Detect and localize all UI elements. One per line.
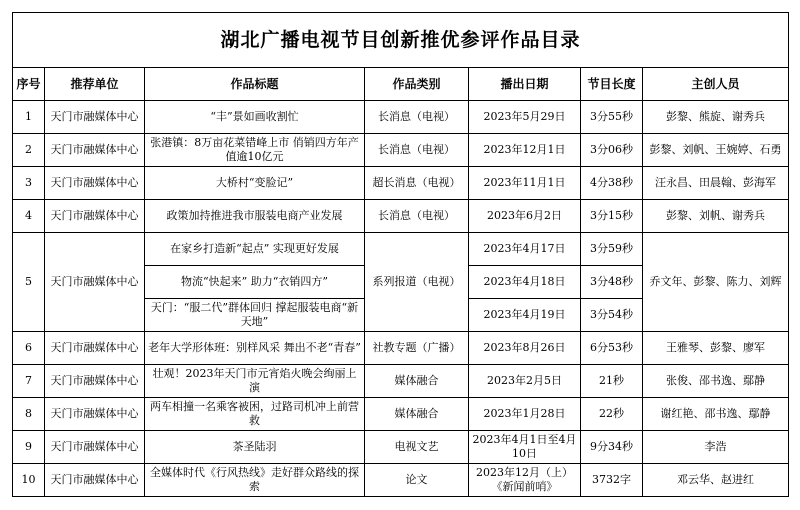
table-row [13, 233, 789, 266]
cell-title: 张港镇：8万亩花菜错峰上市 俏销四方年产值逾10亿元 [145, 134, 365, 167]
cell-title: 老年大学形体班：别样风采 舞出不老“青春” [145, 332, 365, 365]
table-row [13, 167, 789, 200]
table-row [13, 464, 789, 497]
cell-date: 2023年8月26日 [469, 332, 581, 365]
header-category: 作品类别 [365, 68, 469, 101]
cell-date: 2023年4月18日 [469, 266, 581, 299]
cell-creators: 谢红艳、邵书逸、鄢静 [643, 398, 789, 431]
cell-unit: 天门市融媒体中心 [45, 101, 145, 134]
cell-no: 6 [13, 332, 45, 365]
cell-title: “丰”景如画收割忙 [145, 101, 365, 134]
cell-title: 壮观！2023年天门市元宵焰火晚会绚丽上演 [145, 365, 365, 398]
cell-creators: 彭黎、熊旋、谢秀兵 [643, 101, 789, 134]
header-title: 作品标题 [145, 68, 365, 101]
cell-length: 3分06秒 [581, 134, 643, 167]
cell-date: 2023年11月1日 [469, 167, 581, 200]
cell-category: 电视文艺 [365, 431, 469, 464]
cell-length: 3732字 [581, 464, 643, 497]
cell-unit: 天门市融媒体中心 [45, 233, 145, 332]
cell-unit: 天门市融媒体中心 [45, 398, 145, 431]
cell-title: 大桥村“变脸记” [145, 167, 365, 200]
cell-no: 10 [13, 464, 45, 497]
table-row [13, 200, 789, 233]
cell-date: 2023年5月29日 [469, 101, 581, 134]
cell-unit: 天门市融媒体中心 [45, 167, 145, 200]
cell-unit: 天门市融媒体中心 [45, 365, 145, 398]
cell-category: 长消息（电视） [365, 134, 469, 167]
cell-no: 7 [13, 365, 45, 398]
cell-unit: 天门市融媒体中心 [45, 200, 145, 233]
cell-length: 21秒 [581, 365, 643, 398]
cell-no: 9 [13, 431, 45, 464]
table-row [13, 365, 789, 398]
cell-length: 4分38秒 [581, 167, 643, 200]
cell-category: 系列报道（电视） [365, 233, 469, 332]
cell-date: 2023年12月（上）《新闻前哨》 [469, 464, 581, 497]
cell-creators: 李浩 [643, 431, 789, 464]
cell-date: 2023年2月5日 [469, 365, 581, 398]
cell-length: 3分59秒 [581, 233, 643, 266]
cell-date: 2023年4月17日 [469, 233, 581, 266]
table-row [13, 398, 789, 431]
cell-creators: 张俊、邵书逸、鄢静 [643, 365, 789, 398]
cell-no: 8 [13, 398, 45, 431]
cell-no: 2 [13, 134, 45, 167]
cell-no: 1 [13, 101, 45, 134]
cell-title: 全媒体时代《行风热线》走好群众路线的探索 [145, 464, 365, 497]
cell-creators: 王雅琴、彭黎、廖军 [643, 332, 789, 365]
cell-creators: 邓云华、赵进红 [643, 464, 789, 497]
cell-no: 4 [13, 200, 45, 233]
cell-length: 22秒 [581, 398, 643, 431]
header-date: 播出日期 [469, 68, 581, 101]
cell-category: 社教专题（广播） [365, 332, 469, 365]
cell-title: 物流“快起来” 助力“衣销四方” [145, 266, 365, 299]
cell-category: 论文 [365, 464, 469, 497]
cell-category: 长消息（电视） [365, 101, 469, 134]
cell-creators: 彭黎、刘帆、王婉婷、石勇 [643, 134, 789, 167]
cell-unit: 天门市融媒体中心 [45, 431, 145, 464]
header-row [13, 68, 789, 101]
cell-creators: 彭黎、刘帆、谢秀兵 [643, 200, 789, 233]
cell-creators: 汪永昌、田晨翰、彭海军 [643, 167, 789, 200]
cell-creators: 乔文年、彭黎、陈力、刘辉 [643, 233, 789, 332]
cell-length: 3分15秒 [581, 200, 643, 233]
cell-category: 媒体融合 [365, 398, 469, 431]
table-row [13, 431, 789, 464]
cell-length: 3分55秒 [581, 101, 643, 134]
cell-category: 长消息（电视） [365, 200, 469, 233]
cell-no: 5 [13, 233, 45, 332]
cell-date: 2023年4月19日 [469, 299, 581, 332]
header-length: 节目长度 [581, 68, 643, 101]
cell-date: 2023年4月1日至4月10日 [469, 431, 581, 464]
table-row [13, 134, 789, 167]
catalog-table [12, 12, 789, 497]
cell-title: 两车相撞一名乘客被困，过路司机冲上前营救 [145, 398, 365, 431]
cell-unit: 天门市融媒体中心 [45, 464, 145, 497]
cell-title: 天门：“服二代”群体回归 撑起服装电商“新天地” [145, 299, 365, 332]
cell-length: 9分34秒 [581, 431, 643, 464]
cell-date: 2023年6月2日 [469, 200, 581, 233]
document-title: 湖北广播电视节目创新推优参评作品目录 [13, 13, 789, 68]
cell-length: 3分48秒 [581, 266, 643, 299]
cell-length: 6分53秒 [581, 332, 643, 365]
header-creators: 主创人员 [643, 68, 789, 101]
cell-length: 3分54秒 [581, 299, 643, 332]
cell-category: 超长消息（电视） [365, 167, 469, 200]
cell-date: 2023年12月1日 [469, 134, 581, 167]
cell-no: 3 [13, 167, 45, 200]
cell-title: 在家乡打造新“起点” 实现更好发展 [145, 233, 365, 266]
table-row [13, 101, 789, 134]
header-unit: 推荐单位 [45, 68, 145, 101]
cell-title: 茶圣陆羽 [145, 431, 365, 464]
cell-category: 媒体融合 [365, 365, 469, 398]
cell-unit: 天门市融媒体中心 [45, 332, 145, 365]
cell-title: 政策加持推进我市服装电商产业发展 [145, 200, 365, 233]
cell-date: 2023年1月28日 [469, 398, 581, 431]
cell-unit: 天门市融媒体中心 [45, 134, 145, 167]
header-no: 序号 [13, 68, 45, 101]
table-row [13, 332, 789, 365]
